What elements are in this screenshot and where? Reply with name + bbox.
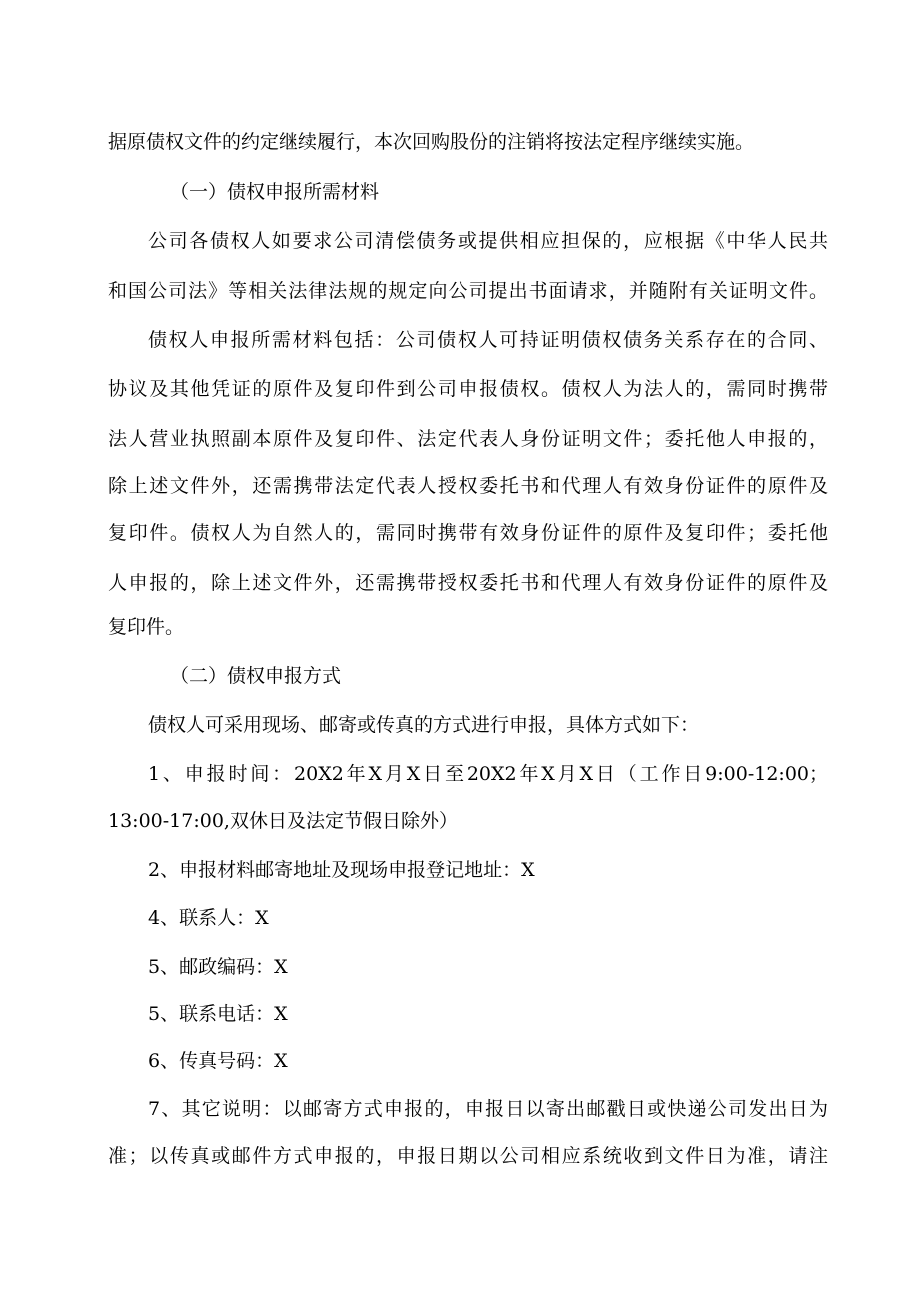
paragraph-line: 公司各债权人如要求公司清偿债务或提供相应担保的，应根据《中华人民共: [148, 230, 828, 252]
paragraph-line: 据原债权文件的约定继续履行，本次回购股份的注销将按法定程序继续实施。: [108, 131, 755, 153]
section-heading-method: （二）债权申报方式: [170, 665, 342, 687]
list-item-notes: 7、其它说明：以邮寄方式申报的，申报日以寄出邮戳日或快递公司发出日为: [148, 1098, 828, 1120]
paragraph-line: 复印件。: [108, 616, 185, 638]
list-item-address: 2、申报材料邮寄地址及现场申报登记地址：X: [148, 859, 535, 881]
list-item-contact: 4、联系人：X: [148, 907, 269, 929]
paragraph-line: 和国公司法》等相关法律法规的规定向公司提出书面请求，并随附有关证明文件。: [108, 280, 828, 302]
paragraph-line: 复印件。债权人为自然人的，需同时携带有效身份证件的原件及复印件；委托他: [108, 522, 828, 544]
paragraph-line: 13:00-17:00,双休日及法定节假日除外）: [108, 810, 458, 832]
paragraph-line: 协议及其他凭证的原件及复印件到公司申报债权。债权人为法人的，需同时携带: [108, 378, 828, 400]
section-heading-materials: （一）债权申报所需材料: [170, 181, 380, 203]
paragraph-line: 准；以传真或邮件方式申报的，申报日期以公司相应系统收到文件日为准，请注: [108, 1145, 828, 1167]
paragraph-line: 债权人可采用现场、邮寄或传真的方式进行申报，具体方式如下：: [148, 714, 700, 736]
list-item-phone: 5、联系电话：X: [148, 1003, 288, 1025]
paragraph-line: 人申报的，除上述文件外，还需携带授权委托书和代理人有效身份证件的原件及: [108, 572, 828, 594]
paragraph-line: 债权人申报所需材料包括：公司债权人可持证明债权债务关系存在的合同、: [148, 329, 828, 351]
list-item-time: 1、申报时间：20X2年X月X日至20X2年X月X日（工作日9:00-12:00；: [148, 763, 828, 785]
paragraph-line: 法人营业执照副本原件及复印件、法定代表人身份证明文件；委托他人申报的，: [108, 428, 828, 450]
paragraph-line: 除上述文件外，还需携带法定代表人授权委托书和代理人有效身份证件的原件及: [108, 475, 828, 497]
list-item-postcode: 5、邮政编码：X: [148, 956, 288, 978]
list-item-fax: 6、传真号码：X: [148, 1050, 288, 1072]
